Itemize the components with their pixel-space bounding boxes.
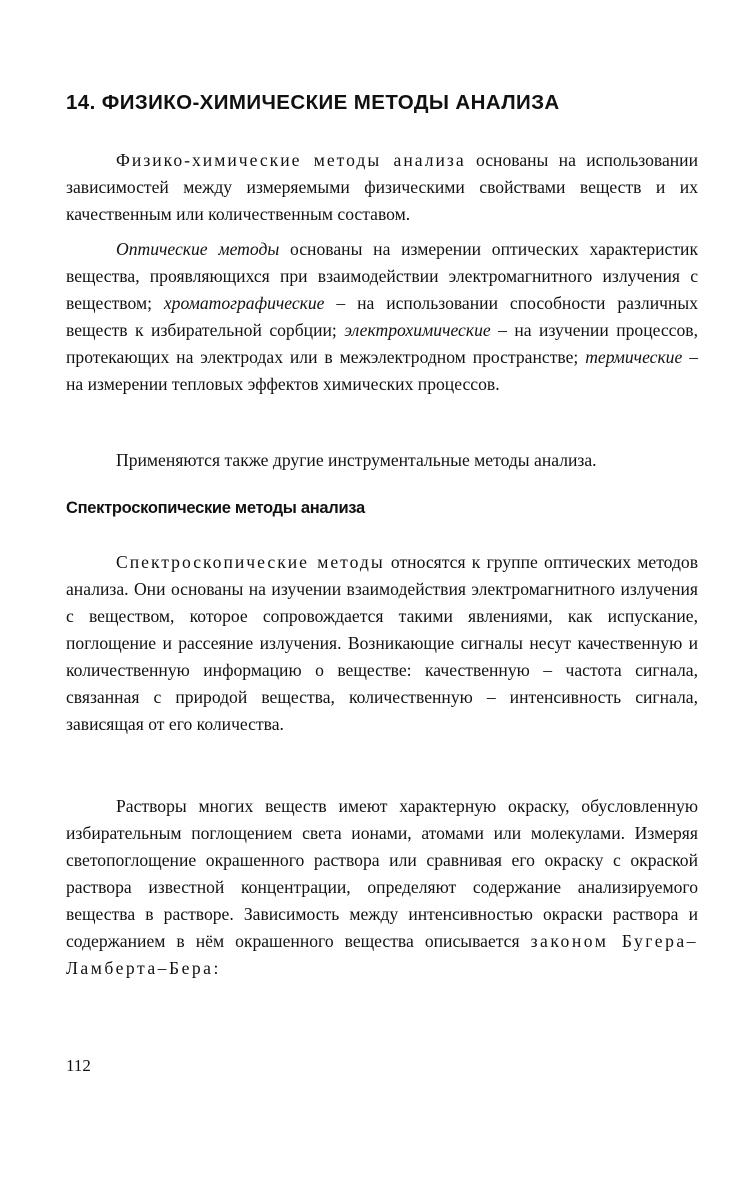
paragraph-methods	[66, 236, 698, 398]
paragraph-intro	[66, 147, 698, 228]
text-optical: основаны на измерении оптических характеристик вещества, проявляющихся при взаимодействии электромагнитного излучения с веществом;	[66, 239, 698, 313]
paragraph-solutions	[66, 793, 698, 982]
paragraph-intro-text: основаны на использовании зависимостей между измеряемыми физическими свойствами веществ и их качественным или количественным составом.	[66, 150, 698, 224]
section-title: Спектроскопические методы анализа	[66, 499, 365, 517]
chapter-title: 14. ФИЗИКО-ХИМИЧЕСКИЕ МЕТОДЫ АНАЛИЗА	[66, 91, 560, 114]
text-thermal: – на измерении тепловых эффектов химических процессов.	[66, 347, 698, 394]
paragraph-spectroscopic	[66, 549, 698, 738]
text-chromatographic: – на использовании способности различных веществ к избирательной сорбции;	[66, 293, 698, 340]
term-chromatographic: хроматографические	[163, 293, 325, 313]
book-page	[66, 0, 698, 1180]
term-optical: Оптические методы	[116, 239, 280, 259]
page-number: 112	[66, 1056, 91, 1075]
paragraph-solutions-text: Растворы многих веществ имеют характерную окраску, обусловленную избирательным поглощением света ионами, атомами или молекулами. Измеряя светопоглощение окрашенного раствора или сравнивая его окраску с окраской раствора известной концентрации, определяют содержание анализируемого вещества в растворе. Зависимость между интенсивностью окраски раствора и содержанием в нём окрашенного вещества описывается	[66, 796, 698, 951]
paragraph-other-methods: Применяются также другие инструментальные методы анализа.	[116, 450, 597, 470]
term-thermal: термические	[585, 347, 683, 367]
term-electrochemical: электрохимические	[344, 320, 491, 340]
paragraph-intro-lead: Физико-химические методы анализа	[116, 150, 466, 170]
paragraph-spectroscopic-text: относятся к группе оптических методов анализа. Они основаны на изучении взаимодействия электромагнитного излучения с веществом, которое сопровождается такими явлениями, как испускание, поглощение и рассеяние излучения. Возникающие сигналы несут качественную и количественную информацию о веществе: качественную – частота сигнала, связанная с природой вещества, количественную – интенсивность сигнала, зависящая от его количества.	[66, 552, 698, 734]
paragraph-spectroscopic-lead: Спектроскопические методы	[116, 552, 385, 572]
text-electrochemical: – на изучении процессов, протекающих на электродах или в межэлектродном пространстве;	[66, 320, 698, 367]
law-name: законом Бугера–Ламберта–Бера:	[66, 931, 699, 978]
